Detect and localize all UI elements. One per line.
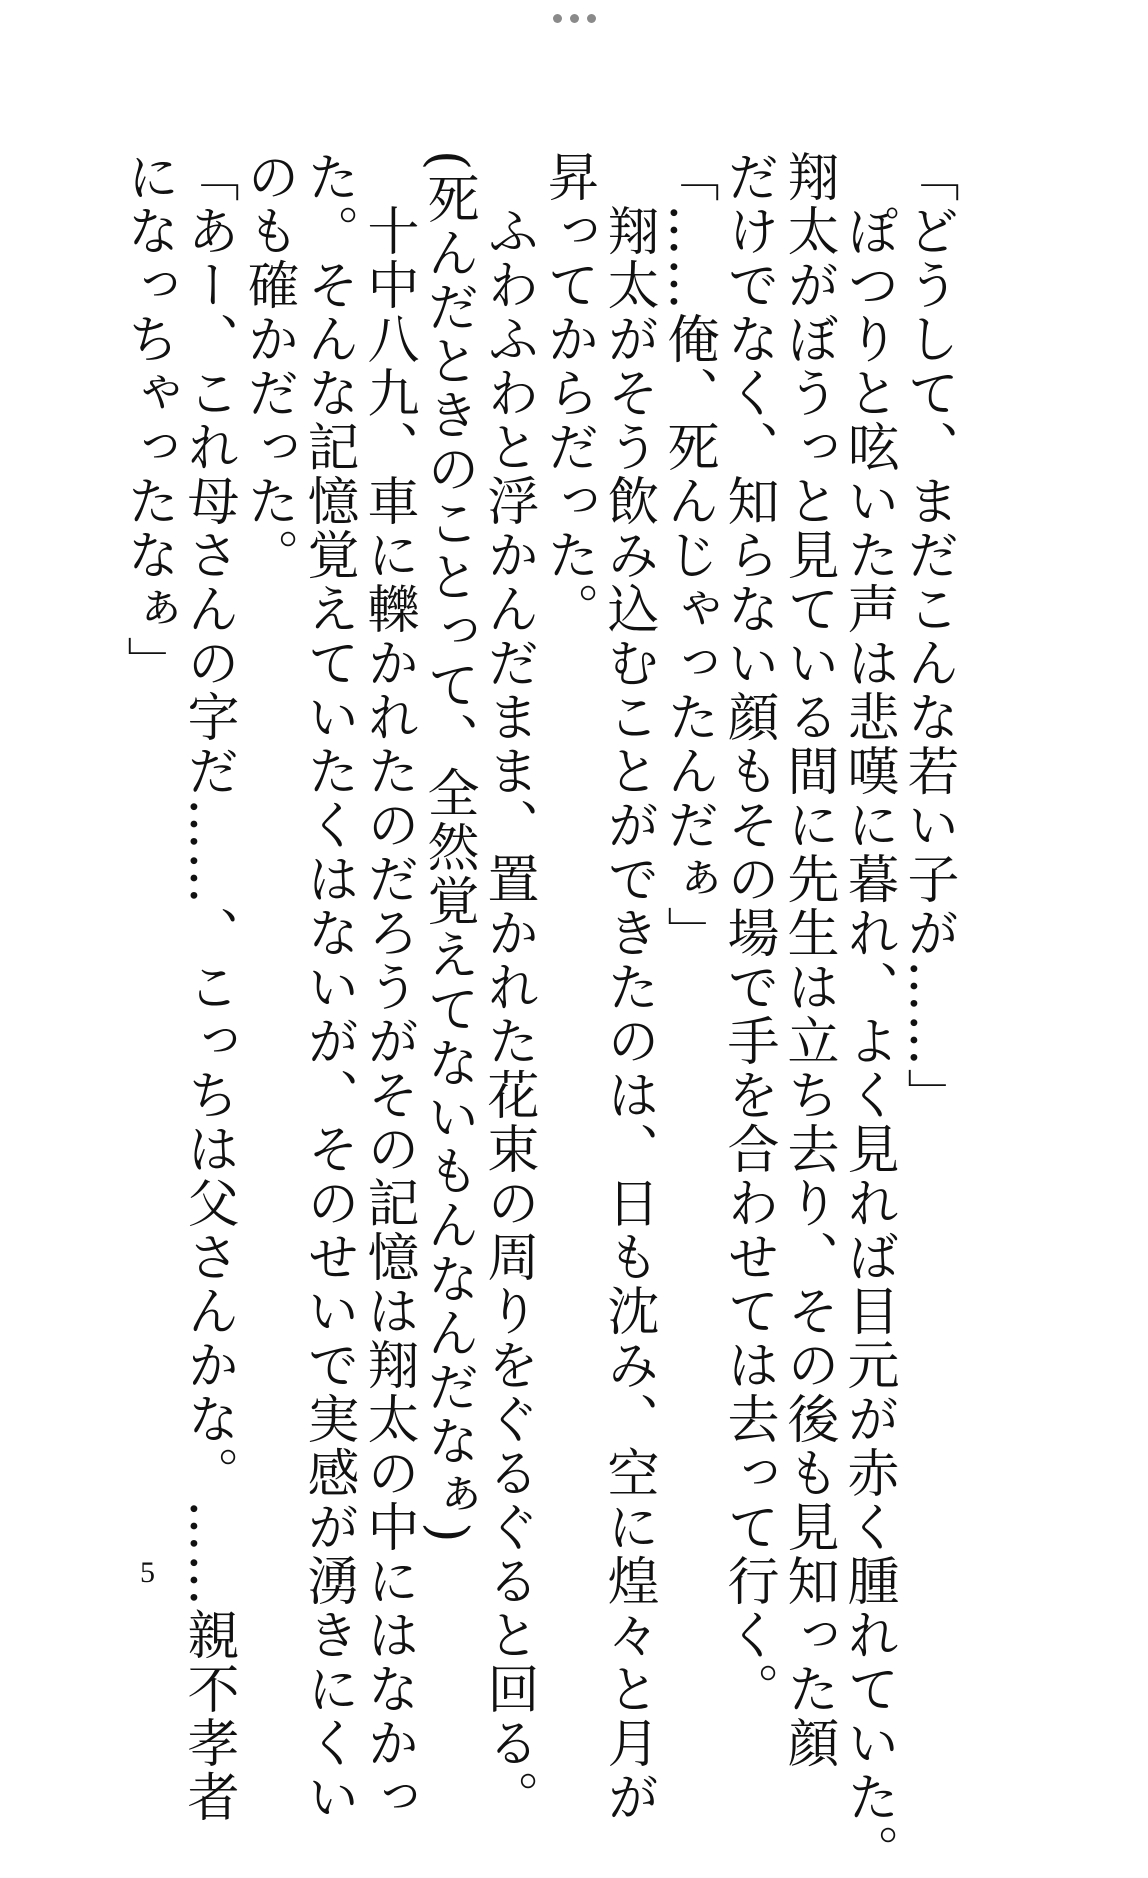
text-line: 十中八九、車に轢かれたのだろうがその記憶は翔太の中にはなかっ bbox=[358, 150, 418, 1824]
text-line: 「どうして、まだこんな若い子が……」 bbox=[898, 150, 958, 1122]
text-line: 翔太がぼうっと見ている間に先生は立ち去り、その後も見知った顔 bbox=[778, 150, 838, 1770]
text-line: 「……俺、死んじゃったんだぁ」 bbox=[658, 150, 718, 960]
page-indicator-dot bbox=[587, 14, 596, 23]
text-line: (死んだときのことって、全然覚えてないもんなんだなぁ) bbox=[418, 150, 478, 1545]
page-indicator-dot bbox=[553, 14, 562, 23]
text-line: 昇ってからだった。 bbox=[538, 150, 598, 636]
text-line: 翔太がそう飲み込むことができたのは、日も沈み、空に煌々と月が bbox=[598, 150, 658, 1824]
vertical-body-text bbox=[118, 150, 958, 1878]
text-line: だけでなく、知らない顔もその場で手を合わせては去って行く。 bbox=[718, 150, 778, 1716]
text-line: のも確かだった。 bbox=[238, 150, 298, 582]
page-number: 5 bbox=[140, 1556, 155, 1589]
text-line: になっちゃったなぁ」 bbox=[118, 150, 178, 690]
text-line: た。そんな記憶覚えていたくはないが、そのせいで実感が湧きにくい bbox=[298, 150, 358, 1824]
page-indicator bbox=[0, 14, 1148, 23]
text-line: 「あー、これ母さんの字だ……、こっちは父さんかな。……親不孝者 bbox=[178, 150, 238, 1824]
text-line: ぽつりと呟いた声は悲嘆に暮れ、よく見れば目元が赤く腫れていた。 bbox=[838, 150, 898, 1878]
page-indicator-dot bbox=[570, 14, 579, 23]
text-line: ふわふわと浮かんだまま、置かれた花束の周りをぐるぐると回る。 bbox=[478, 150, 538, 1824]
